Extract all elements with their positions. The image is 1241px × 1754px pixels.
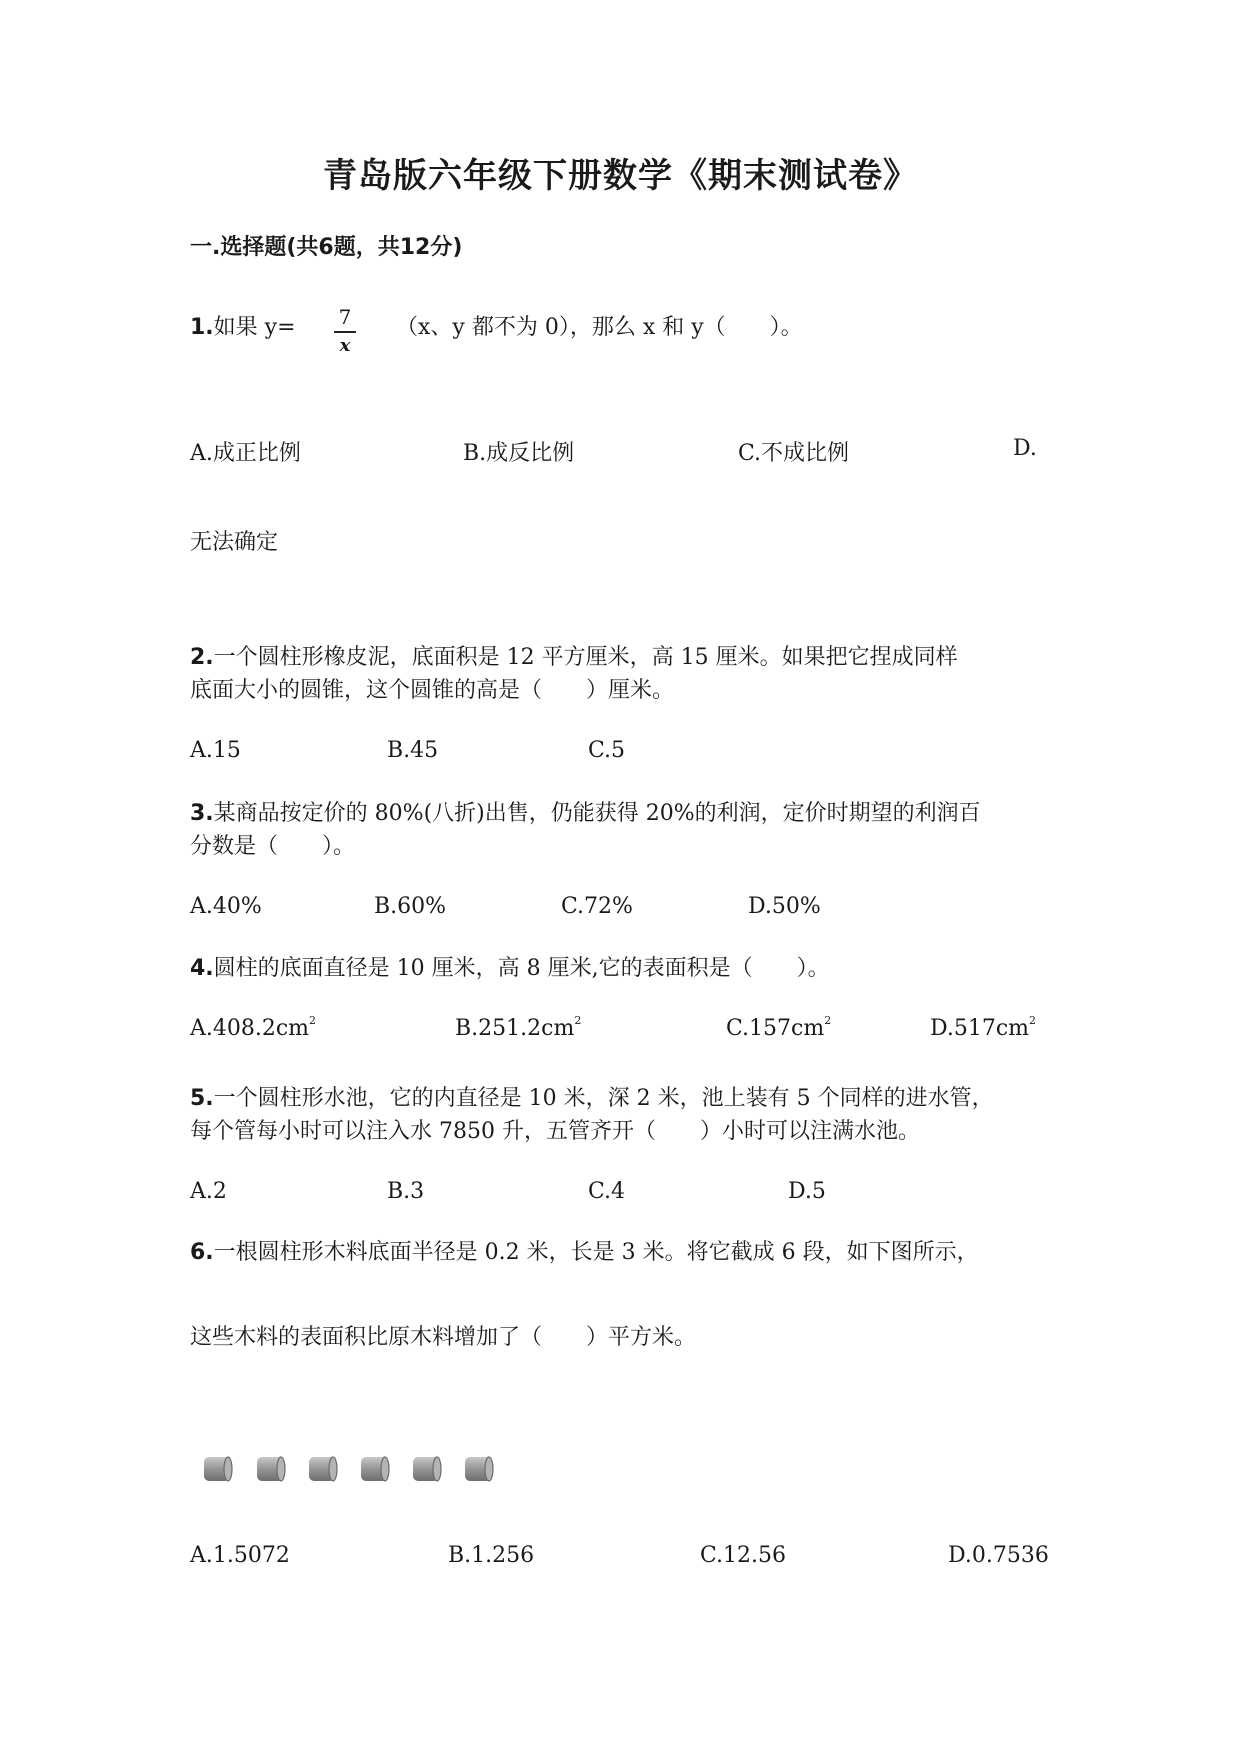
question-3-line-2: 分数是（ ）。 (190, 834, 356, 859)
question-2-line-1 (190, 642, 958, 674)
question-1-option-c[interactable]: C.不成比例 (738, 441, 850, 466)
question-2-text-1: 一个圆柱形橡皮泥，底面积是 12 平方厘米，高 15 厘米。如果把它捏成同样 (213, 645, 958, 670)
question-4-option-c[interactable] (726, 1016, 831, 1041)
question-1-stem (190, 312, 296, 344)
question-4-option-b[interactable] (455, 1016, 581, 1041)
question-2-option-c[interactable]: C.5 (588, 738, 626, 763)
cylinder-piece (309, 1457, 337, 1481)
fraction-bar (334, 331, 356, 333)
question-6-number: 6. (190, 1240, 214, 1265)
question-3-option-b[interactable]: B.60% (374, 894, 447, 919)
page-title: 青岛版六年级下册数学《期末测试卷》 (323, 156, 918, 196)
question-5-option-a[interactable]: A.2 (190, 1179, 227, 1204)
cylinder-piece (465, 1457, 493, 1481)
question-3-option-d[interactable]: D.50% (748, 894, 821, 919)
cylinder-piece (204, 1457, 232, 1481)
cylinder-piece (413, 1457, 441, 1481)
question-1-prefix: 如果 y= (213, 315, 296, 340)
question-1-option-b[interactable]: B.成反比例 (463, 441, 575, 466)
question-4-option-d[interactable] (930, 1016, 1036, 1041)
question-1-suffix: （x、y 都不为 0），那么 x 和 y（ ）。 (396, 315, 803, 340)
question-4-text-1: 圆柱的底面直径是 10 厘米，高 8 厘米,它的表面积是（ ）。 (213, 956, 830, 981)
question-5-option-d[interactable]: D.5 (788, 1179, 826, 1204)
cylinder-pieces-icon (202, 1452, 502, 1486)
cylinder-piece (257, 1457, 285, 1481)
question-3-option-c[interactable]: C.72% (561, 894, 633, 919)
unit-superscript: 2 (309, 1014, 317, 1027)
question-1-number: 1. (190, 315, 214, 340)
question-4-option-c-text: C.157cm (726, 1016, 825, 1041)
question-3-text-1: 某商品按定价的 80%(八折)出售，仍能获得 20%的利润，定价时期望的利润百 (213, 801, 981, 826)
question-1-fraction (334, 306, 356, 356)
question-6-text-1: 一根圆柱形木料底面半径是 0.2 米，长是 3 米。将它截成 6 段，如下图所示， (213, 1240, 979, 1265)
question-2-option-a[interactable]: A.15 (190, 738, 241, 763)
question-1-option-d[interactable]: D. (1013, 436, 1037, 461)
question-5-option-b[interactable]: B.3 (387, 1179, 425, 1204)
question-5-number: 5. (190, 1086, 214, 1111)
question-4-number: 4. (190, 956, 214, 981)
question-3-option-a[interactable]: A.40% (190, 894, 262, 919)
cylinder-piece (361, 1457, 389, 1481)
question-4-option-b-text: B.251.2cm (455, 1016, 575, 1041)
fraction-numerator: 7 (338, 305, 352, 329)
question-5-option-c[interactable]: C.4 (588, 1179, 626, 1204)
question-4-line-1 (190, 953, 830, 985)
question-1-option-d-text[interactable]: 无法确定 (190, 530, 279, 555)
question-2-option-b[interactable]: B.45 (387, 738, 439, 763)
question-3-line-1 (190, 798, 981, 830)
unit-superscript: 2 (1029, 1014, 1037, 1027)
section-heading: 一.选择题(共6题，共12分) (190, 235, 463, 260)
question-6-line-2: 这些木料的表面积比原木料增加了（ ）平方米。 (190, 1325, 697, 1350)
question-6-option-a[interactable]: A.1.5072 (190, 1543, 290, 1568)
question-5-line-2: 每个管每小时可以注入水 7850 升，五管齐开（ ）小时可以注满水池。 (190, 1119, 920, 1144)
question-6-line-1 (190, 1237, 979, 1269)
question-4-option-d-text: D.517cm (930, 1016, 1030, 1041)
question-2-number: 2. (190, 645, 214, 670)
question-4-option-a-text: A.408.2cm (190, 1016, 310, 1041)
question-6-option-b[interactable]: B.1.256 (448, 1543, 535, 1568)
question-2-line-2: 底面大小的圆锥，这个圆锥的高是（ ）厘米。 (190, 678, 675, 703)
unit-superscript: 2 (574, 1014, 582, 1027)
fraction-denominator: x (339, 335, 351, 356)
question-4-option-a[interactable] (190, 1016, 316, 1041)
question-3-number: 3. (190, 801, 214, 826)
question-5-text-1: 一个圆柱形水池，它的内直径是 10 米，深 2 米，池上装有 5 个同样的进水管， (213, 1086, 994, 1111)
question-5-line-1 (190, 1083, 994, 1115)
question-6-option-c[interactable]: C.12.56 (700, 1543, 787, 1568)
question-1-option-a[interactable]: A.成正比例 (190, 441, 301, 466)
unit-superscript: 2 (824, 1014, 832, 1027)
question-6-option-d[interactable]: D.0.7536 (948, 1543, 1049, 1568)
